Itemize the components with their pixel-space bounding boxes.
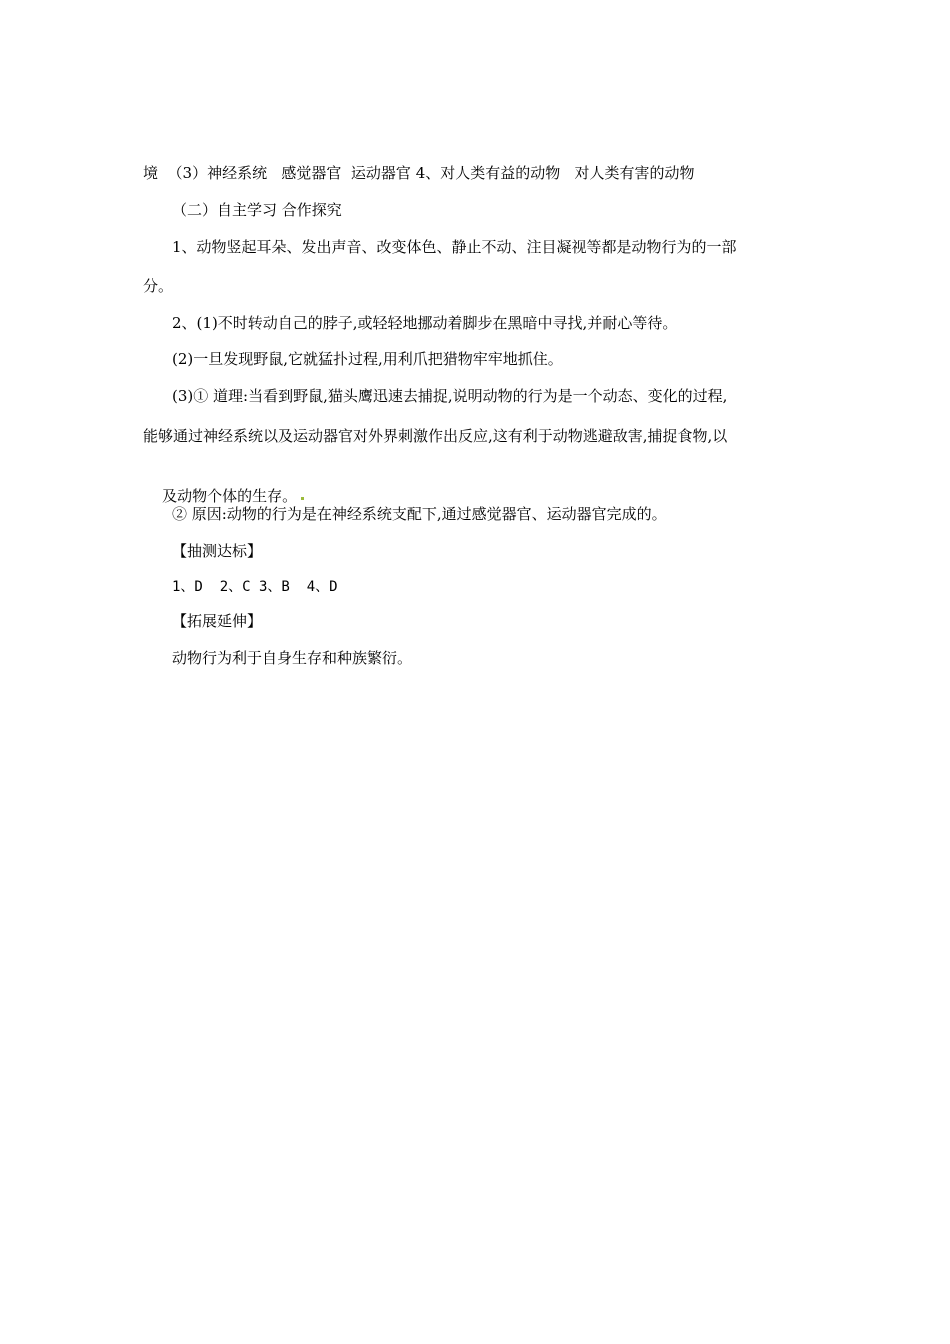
decorative-dot xyxy=(301,497,304,500)
item-2-part-1: 2、(1)不时转动自己的脖子,或轻轻地挪动着脚步在黑暗中寻找,并耐心等待。 xyxy=(172,314,678,332)
item-2-part-3-line-1: (3)① 道理:当看到野鼠,猫头鹰迅速去捕捉,说明动物的行为是一个动态、变化的过程, xyxy=(172,387,728,405)
item-2-part-3-line-2: 能够通过神经系统以及运动器官对外界刺激作出反应,这有利于动物逃避敌害,捕捉食物,以 xyxy=(143,427,728,445)
intro-line: 境 （3）神经系统 感觉器官 运动器官 4、对人类有益的动物 对人类有害的动物 xyxy=(143,164,695,182)
item-1-line-1: 1、动物竖起耳朵、发出声音、改变体色、静止不动、注目凝视等都是动物行为的一部 xyxy=(172,238,737,256)
extension-text: 动物行为利于自身生存和种族繁衍。 xyxy=(172,649,413,667)
section-heading-extension: 【拓展延伸】 xyxy=(172,612,263,630)
item-2-part-3-line-3: 及动物个体的生存。 xyxy=(162,487,298,505)
section-heading-test: 【抽测达标】 xyxy=(172,542,263,560)
answers-line: 1、D 2、C 3、B 4、D xyxy=(172,579,338,595)
item-2-part-2: (2)一旦发现野鼠,它就猛扑过程,用利爪把猎物牢牢地抓住。 xyxy=(172,350,563,368)
section-heading-self-study: （二）自主学习 合作探究 xyxy=(172,201,342,219)
item-2-reason: ② 原因:动物的行为是在神经系统支配下,通过感觉器官、运动器官完成的。 xyxy=(172,505,667,523)
item-1-line-2: 分。 xyxy=(143,277,174,295)
